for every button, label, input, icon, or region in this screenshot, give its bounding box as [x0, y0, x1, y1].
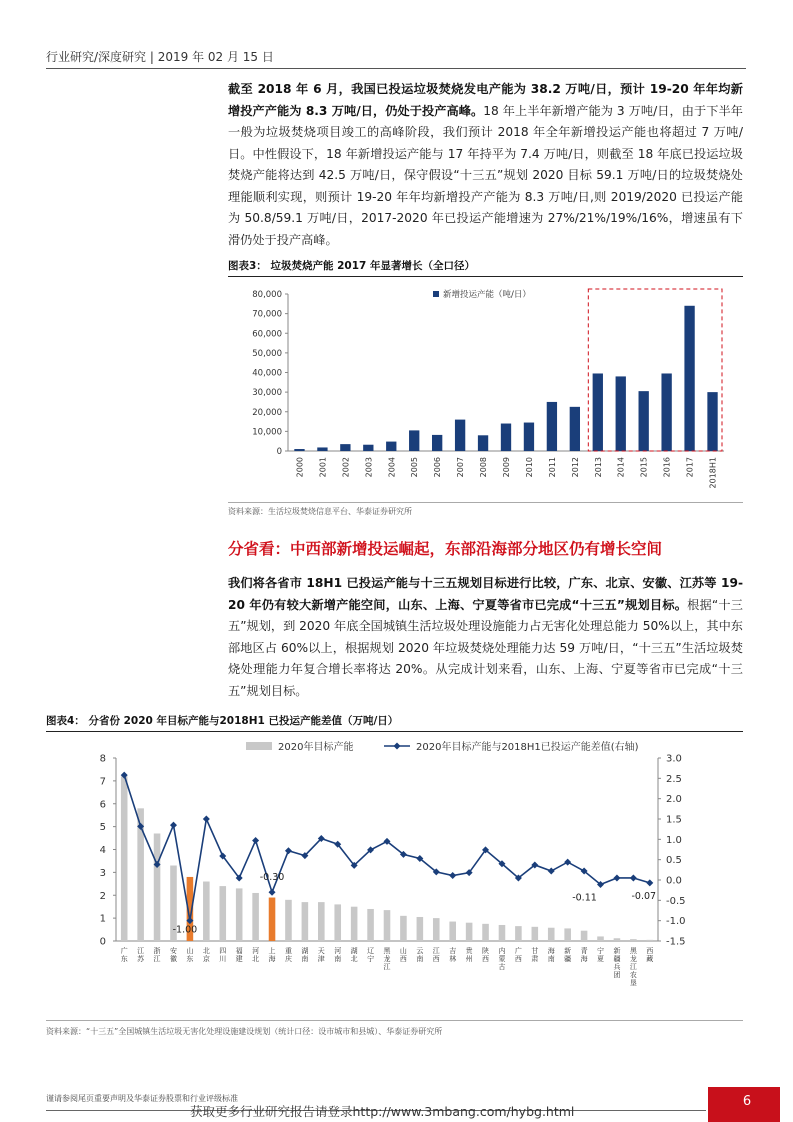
left-tick-label: 6 — [99, 799, 106, 811]
data-label: -0.07 — [631, 890, 657, 902]
x-tick-label: 2004 — [387, 457, 397, 478]
left-tick-label: 5 — [99, 822, 106, 834]
target-bar-海南 — [548, 928, 555, 941]
right-tick-label: 3.0 — [666, 753, 682, 765]
province-label: 福建 — [235, 947, 243, 963]
paragraph-2-body: 根据“十三五”规划，到 2020 年底全国城镇生活垃圾处理设施能力占无害化处理总能力 50%以上，其中东部地区占 60%以上，根据规划 2020 年垃圾焚烧处理能力达 59 万吨/日，“十三五”生活垃圾焚烧处理能力年复合增长率将达 20%。从完成计划来看，山东、上海、宁夏等省市已完成“十三五”规划目标。 — [228, 597, 743, 698]
bar-2017 — [684, 306, 694, 451]
x-tick-label: 2009 — [502, 457, 511, 478]
legend-line-label: 2020年目标产能与2018H1已投运产能差值(右轴) — [416, 742, 639, 753]
province-label: 湖南 — [301, 947, 309, 963]
province-label: 陕西 — [482, 947, 490, 963]
province-label: 广西 — [514, 947, 522, 963]
bar-2014 — [616, 376, 626, 451]
target-bar-湖南 — [302, 902, 309, 941]
province-label: 吉林 — [449, 947, 457, 963]
gap-marker-重庆 — [285, 847, 292, 854]
gap-marker-安徽 — [170, 822, 177, 829]
province-label: 河北 — [252, 947, 260, 963]
x-tick-label: 2016 — [662, 457, 672, 478]
target-bar-河北 — [252, 893, 259, 941]
target-bar-吉林 — [449, 922, 456, 941]
left-tick-label: 1 — [99, 913, 106, 925]
target-bar-福建 — [236, 888, 243, 941]
province-label: 上海 — [268, 947, 276, 963]
province-label: 西藏 — [646, 947, 654, 963]
province-label: 辽宁 — [367, 947, 375, 963]
x-tick-label: 2017 — [685, 457, 695, 478]
y-tick-label: 0 — [276, 447, 282, 457]
figure-3-top-rule — [228, 276, 743, 277]
province-label: 浙江 — [153, 947, 161, 963]
y-tick-label: 40,000 — [252, 368, 282, 379]
left-tick-label: 7 — [99, 776, 106, 788]
left-tick-label: 4 — [99, 845, 106, 856]
gap-marker-海南 — [548, 868, 555, 875]
right-tick-label: 2.5 — [666, 773, 682, 785]
paragraph-1-bold: 截至 2018 年 6 月，我国已投运垃圾焚烧发电产能为 38.2 万吨/日，预计 19-20 年年均新增投产产能为 8.3 万吨/日，仍处于投产高峰。 — [228, 82, 743, 118]
x-tick-label: 2011 — [547, 457, 557, 478]
x-tick-label: 2002 — [341, 457, 351, 478]
x-tick-label: 2003 — [364, 457, 374, 478]
bar-2011 — [547, 402, 557, 451]
gap-marker-新疆兵团 — [613, 874, 620, 881]
x-tick-label: 2012 — [570, 457, 580, 478]
target-bar-黑龙江农垦 — [630, 939, 637, 941]
page-header: 行业研究/深度研究 | 2019 年 02 月 15 日 — [46, 50, 274, 64]
target-bar-上海 — [269, 898, 276, 941]
data-label: -0.30 — [259, 872, 285, 884]
y-tick-label: 80,000 — [252, 290, 282, 300]
left-tick-label: 3 — [99, 867, 106, 879]
data-label: -1.00 — [172, 924, 198, 936]
right-tick-label: -0.5 — [666, 895, 686, 907]
left-tick-label: 8 — [99, 753, 106, 765]
province-label: 湖北 — [350, 947, 358, 963]
right-tick-label: -1.0 — [666, 916, 686, 928]
header-rule — [46, 68, 746, 69]
bar-2010 — [524, 423, 534, 451]
target-bar-贵州 — [466, 923, 473, 941]
legend-bar-label: 2020年目标产能 — [278, 742, 354, 753]
province-label: 甘肃 — [531, 947, 539, 963]
y-tick-label: 50,000 — [252, 348, 282, 359]
target-bar-陕西 — [482, 924, 489, 941]
paragraph-1-body: 18 年上半年新增产能为 3 万吨/日，由于下半年一般为垃圾焚烧项目竣工的高峰阶段，我们预计 2018 年全年新增投运产能也将超过 7 万吨/日。中性假设下，18 年新增投运产能与 17 年持平为 7.4 万吨/日，则截至 18 年底已投运垃圾焚烧产能将达到 42.5 万吨/日，保守假设“十三五”规划 2020 目标 59.1 万吨/日的垃圾焚烧处理能顺利实现，则预计 19-20 年年均新增投产产能为 8.3 万吨/日,则 2019/2020 已投运产能为 50.8/59.1 万吨/日，2017-2020 年已投运产能增速为 27%/21%/19%/16%，增速虽有下滑仍处于投产高峰。 — [228, 103, 743, 247]
province-label: 新疆兵团 — [613, 947, 621, 979]
legend-line-marker — [394, 743, 401, 750]
left-tick-label: 2 — [99, 890, 106, 902]
province-label: 江西 — [432, 947, 440, 963]
province-label: 贵州 — [465, 947, 473, 963]
x-tick-label: 2010 — [524, 457, 534, 478]
bar-2016 — [661, 373, 671, 451]
province-label: 重庆 — [284, 947, 292, 963]
target-bar-辽宁 — [367, 909, 374, 941]
y-tick-label: 70,000 — [252, 309, 282, 320]
highlight-box — [588, 289, 722, 451]
legend-label: 新增投运产能（吨/日） — [443, 290, 531, 300]
figure-4-source: 资料来源：“十三五”全国城镇生活垃圾无害化处理设施建设规划（统计口径：设市城市和县城）、华泰证券研究所 — [46, 1027, 443, 1036]
bar-2018H1 — [707, 392, 717, 451]
province-label: 宁夏 — [597, 947, 605, 963]
bar-2013 — [593, 373, 603, 451]
figure-3-source: 资料来源：生活垃圾焚烧信息平台、华泰证券研究所 — [228, 507, 412, 516]
capacity-bar-chart — [228, 280, 743, 500]
x-tick-label: 2013 — [593, 457, 603, 478]
figure-4-top-rule — [46, 731, 743, 732]
bar-2003 — [363, 445, 373, 451]
target-bar-天津 — [318, 902, 325, 941]
footer-disclaimer: 谨请参阅尾页重要声明及华泰证券股票和行业评级标准 — [46, 1094, 238, 1103]
target-bar-北京 — [203, 882, 210, 941]
x-tick-label: 2018H1 — [708, 457, 718, 489]
figure-4-bottom-rule — [46, 1020, 743, 1021]
bar-2002 — [340, 444, 350, 451]
province-label: 黑龙江农垦 — [629, 947, 637, 987]
x-tick-label: 2000 — [295, 457, 305, 478]
figure-3-title: 图表3： 垃圾焚烧产能 2017 年显著增长（全口径） — [228, 260, 475, 272]
province-label: 内蒙古 — [498, 947, 506, 971]
bar-2009 — [501, 424, 511, 451]
target-bar-甘肃 — [532, 927, 539, 941]
paragraph-2 — [228, 573, 743, 702]
bar-2001 — [317, 447, 327, 451]
right-tick-label: 1.0 — [666, 834, 682, 846]
province-label: 安徽 — [169, 947, 177, 963]
province-label: 山西 — [399, 947, 407, 963]
province-label: 云南 — [416, 947, 424, 963]
right-tick-label: 2.0 — [666, 794, 682, 806]
bar-2006 — [432, 435, 442, 451]
province-label: 四川 — [219, 947, 227, 963]
x-tick-label: 2014 — [616, 457, 626, 478]
right-tick-label: 1.5 — [666, 814, 682, 826]
bar-2004 — [386, 442, 396, 451]
bar-2007 — [455, 420, 465, 451]
x-tick-label: 2007 — [456, 457, 466, 478]
target-bar-四川 — [219, 886, 226, 941]
x-tick-label: 2001 — [318, 457, 328, 478]
target-bar-西藏 — [647, 940, 654, 941]
left-tick-label: 0 — [99, 936, 106, 948]
province-label: 广东 — [120, 947, 128, 963]
target-bar-内蒙古 — [499, 925, 506, 941]
province-label: 山东 — [186, 947, 194, 963]
province-label: 江苏 — [137, 947, 145, 963]
legend-swatch — [433, 291, 439, 297]
x-tick-label: 2006 — [433, 457, 443, 478]
right-tick-label: 0.0 — [666, 875, 682, 887]
paragraph-1 — [228, 79, 743, 251]
province-label: 黑龙江 — [383, 947, 391, 971]
target-bar-新疆 — [564, 928, 571, 941]
bar-2012 — [570, 407, 580, 451]
footer-promo-link[interactable]: 获取更多行业研究报告请登录http://www.3mbang.com/hybg.html — [190, 1104, 575, 1119]
paragraph-2-bold: 我们将各省市 18H1 已投运产能与十三五规划目标进行比较，广东、北京、安徽、江苏等 19-20 年仍有较大新增产能空间，山东、上海、宁夏等省市已完成“十三五”规划目标。 — [228, 576, 743, 612]
target-bar-青海 — [581, 931, 588, 941]
section-heading: 分省看：中西部新增投运崛起，东部沿海部分地区仍有增长空间 — [228, 540, 663, 558]
y-tick-label: 10,000 — [252, 427, 282, 438]
gap-marker-北京 — [203, 816, 210, 823]
province-label: 天津 — [317, 947, 325, 963]
bar-2000 — [294, 449, 304, 451]
right-tick-label: 0.5 — [666, 855, 682, 867]
target-bar-广东 — [121, 776, 128, 941]
bar-2005 — [409, 430, 419, 451]
target-bar-浙江 — [154, 833, 161, 941]
province-label: 河南 — [334, 947, 342, 963]
gap-marker-西藏 — [646, 879, 653, 886]
target-bar-新疆兵团 — [614, 938, 621, 941]
legend-bar-swatch — [246, 742, 272, 750]
gap-marker-新疆 — [564, 859, 571, 866]
y-tick-label: 30,000 — [252, 388, 282, 399]
bar-2015 — [639, 391, 649, 451]
province-label: 海南 — [547, 947, 555, 963]
target-bar-湖北 — [351, 907, 358, 941]
x-tick-label: 2015 — [639, 457, 649, 478]
province-label: 新疆 — [564, 947, 572, 963]
target-bar-江西 — [433, 918, 440, 941]
province-label: 北京 — [202, 947, 210, 963]
figure-3-bottom-rule — [228, 502, 743, 503]
y-tick-label: 20,000 — [252, 407, 282, 418]
province-target-chart — [46, 735, 743, 1017]
gap-marker-黑龙江农垦 — [630, 874, 637, 881]
target-bar-宁夏 — [597, 936, 604, 941]
x-tick-label: 2008 — [479, 457, 489, 478]
target-bar-重庆 — [285, 900, 292, 941]
target-bar-山西 — [400, 916, 407, 941]
page-number: 6 — [742, 1094, 752, 1109]
gap-marker-上海 — [269, 889, 276, 896]
gap-marker-吉林 — [449, 872, 456, 879]
figure-4-title: 图表4： 分省份 2020 年目标产能与2018H1 已投运产能差值（万吨/日） — [46, 715, 399, 727]
target-bar-云南 — [417, 917, 424, 941]
target-bar-广西 — [515, 926, 522, 941]
x-tick-label: 2005 — [410, 457, 420, 478]
target-bar-河南 — [334, 904, 341, 941]
target-bar-黑龙江 — [384, 910, 391, 941]
province-label: 青海 — [580, 947, 588, 963]
bar-2008 — [478, 435, 488, 451]
gap-marker-河北 — [252, 837, 259, 844]
data-label: -0.11 — [572, 892, 597, 904]
right-tick-label: -1.5 — [666, 936, 686, 948]
y-tick-label: 60,000 — [252, 329, 282, 340]
